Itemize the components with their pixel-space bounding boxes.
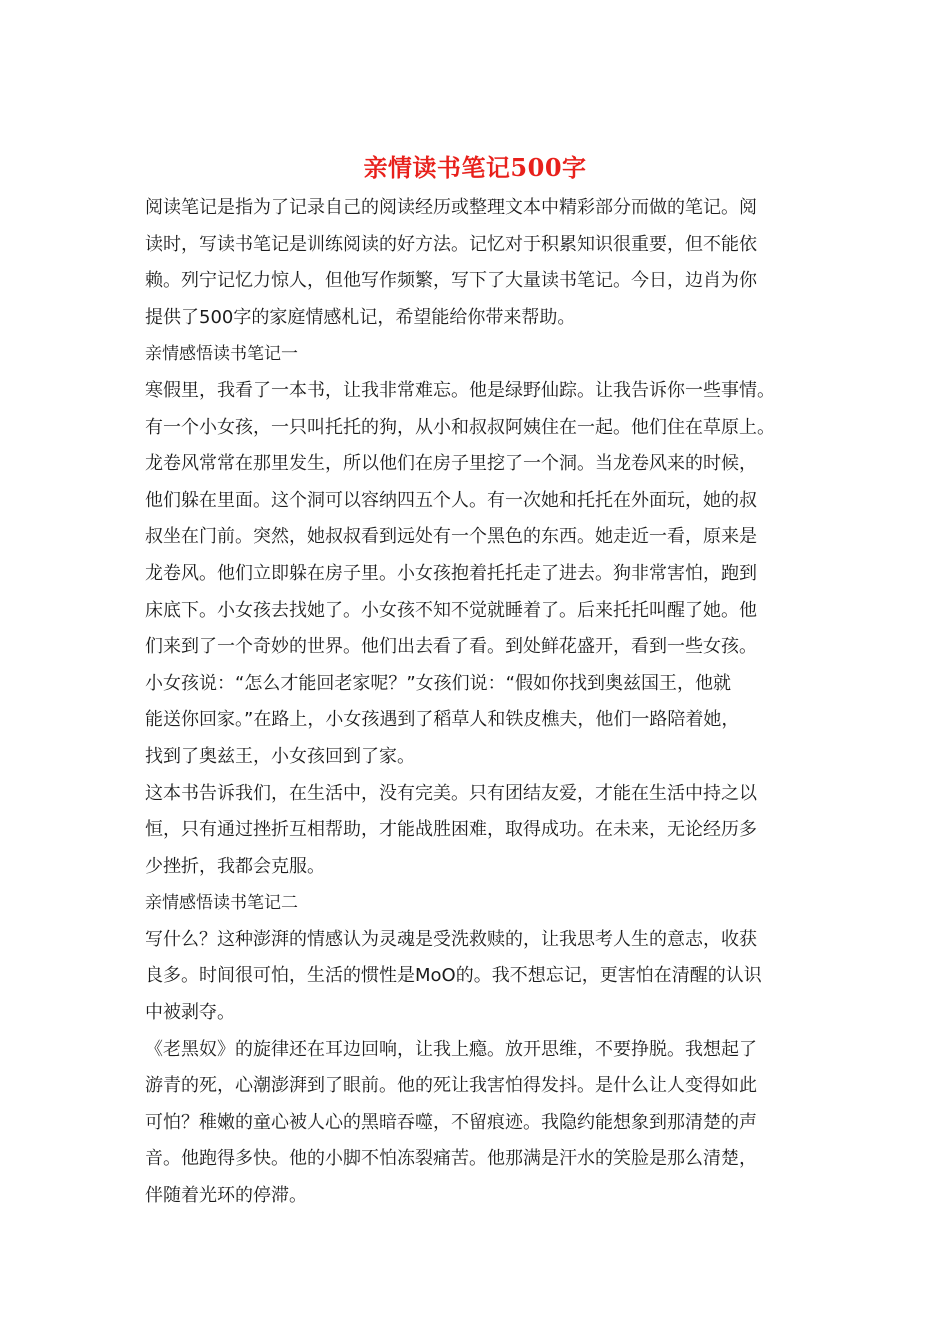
paragraph-line: 伴随着光环的停滞。 xyxy=(145,1185,307,1207)
paragraph-line: 龙卷风常常在那里发生，所以他们在房子里挖了一个洞。当龙卷风来的时候， xyxy=(145,453,757,475)
paragraph-line: 音。他跑得多快。他的小脚不怕冻裂痛苦。他那满是汗水的笑脸是那么清楚， xyxy=(145,1148,757,1170)
paragraph-line: 们来到了一个奇妙的世界。他们出去看了看。到处鲜花盛开，看到一些女孩。 xyxy=(145,636,757,658)
paragraph-line: 床底下。小女孩去找她了。小女孩不知不觉就睡着了。后来托托叫醒了她。他 xyxy=(145,599,757,621)
intro-line-4: 提供了500字的家庭情感札记，希望能给你带来帮助。 xyxy=(145,306,576,328)
paragraph-line: 他们躲在里面。这个洞可以容纳四五个人。有一次她和托托在外面玩，她的叔 xyxy=(145,489,757,511)
paragraph-line: 恒，只有通过挫折互相帮助，才能战胜困难，取得成功。在未来，无论经历多 xyxy=(145,819,757,841)
paragraph-line: 《老黑奴》的旋律还在耳边回响，让我上瘾。放开思维，不要挣脱。我想起了 xyxy=(145,1038,757,1060)
intro-line-3: 赖。列宁记忆力惊人，但他写作频繁，写下了大量读书笔记。今日，边肖为你 xyxy=(145,270,757,292)
section-heading-1: 亲情感悟读书笔记一 xyxy=(145,344,298,365)
paragraph-line: 写什么？这种澎湃的情感认为灵魂是受洗救赎的，让我思考人生的意志，收获 xyxy=(145,928,757,950)
document-title: 亲情读书笔记500字 xyxy=(363,153,587,182)
paragraph-line: 龙卷风。他们立即躲在房子里。小女孩抱着托托走了进去。狗非常害怕，跑到 xyxy=(145,562,757,584)
paragraph-line: 能送你回家。”在路上，小女孩遇到了稻草人和铁皮樵夫，他们一路陪着她， xyxy=(145,709,740,731)
intro-line-1: 阅读笔记是指为了记录自己的阅读经历或整理文本中精彩部分而做的笔记。阅 xyxy=(145,197,757,218)
paragraph-line: 游青的死，心潮澎湃到了眼前。他的死让我害怕得发抖。是什么让人变得如此 xyxy=(145,1075,757,1097)
paragraph-line: 可怕？稚嫩的童心被人心的黑暗吞噬，不留痕迹。我隐约能想象到那清楚的声 xyxy=(145,1111,757,1133)
paragraph-line: 中被剥夺。 xyxy=(145,1002,235,1024)
paragraph-line: 这本书告诉我们，在生活中，没有完美。只有团结友爱，才能在生活中持之以 xyxy=(145,782,757,804)
document-body xyxy=(145,190,809,1215)
paragraph-line: 有一个小女孩，一只叫托托的狗，从小和叔叔阿姨住在一起。他们住在草原上。 xyxy=(145,416,775,438)
intro-line-2: 读时，写读书笔记是训练阅读的好方法。记忆对于积累知识很重要，但不能依 xyxy=(145,233,757,255)
paragraph-line: 少挫折，我都会克服。 xyxy=(145,855,325,877)
section-heading-2: 亲情感悟读书笔记二 xyxy=(145,893,298,914)
paragraph-line: 小女孩说：“怎么才能回老家呢？”女孩们说：“假如你找到奥兹国王，他就 xyxy=(145,672,731,694)
paragraph-line: 良多。时间很可怕，生活的惯性是MoO的。我不想忘记，更害怕在清醒的认识 xyxy=(145,965,762,987)
paragraph-line: 找到了奥兹王，小女孩回到了家。 xyxy=(145,745,415,767)
paragraph-line: 寒假里，我看了一本书，让我非常难忘。他是绿野仙踪。让我告诉你一些事情。 xyxy=(145,379,775,401)
paragraph-line: 叔坐在门前。突然，她叔叔看到远处有一个黑色的东西。她走近一看，原来是 xyxy=(145,526,757,548)
